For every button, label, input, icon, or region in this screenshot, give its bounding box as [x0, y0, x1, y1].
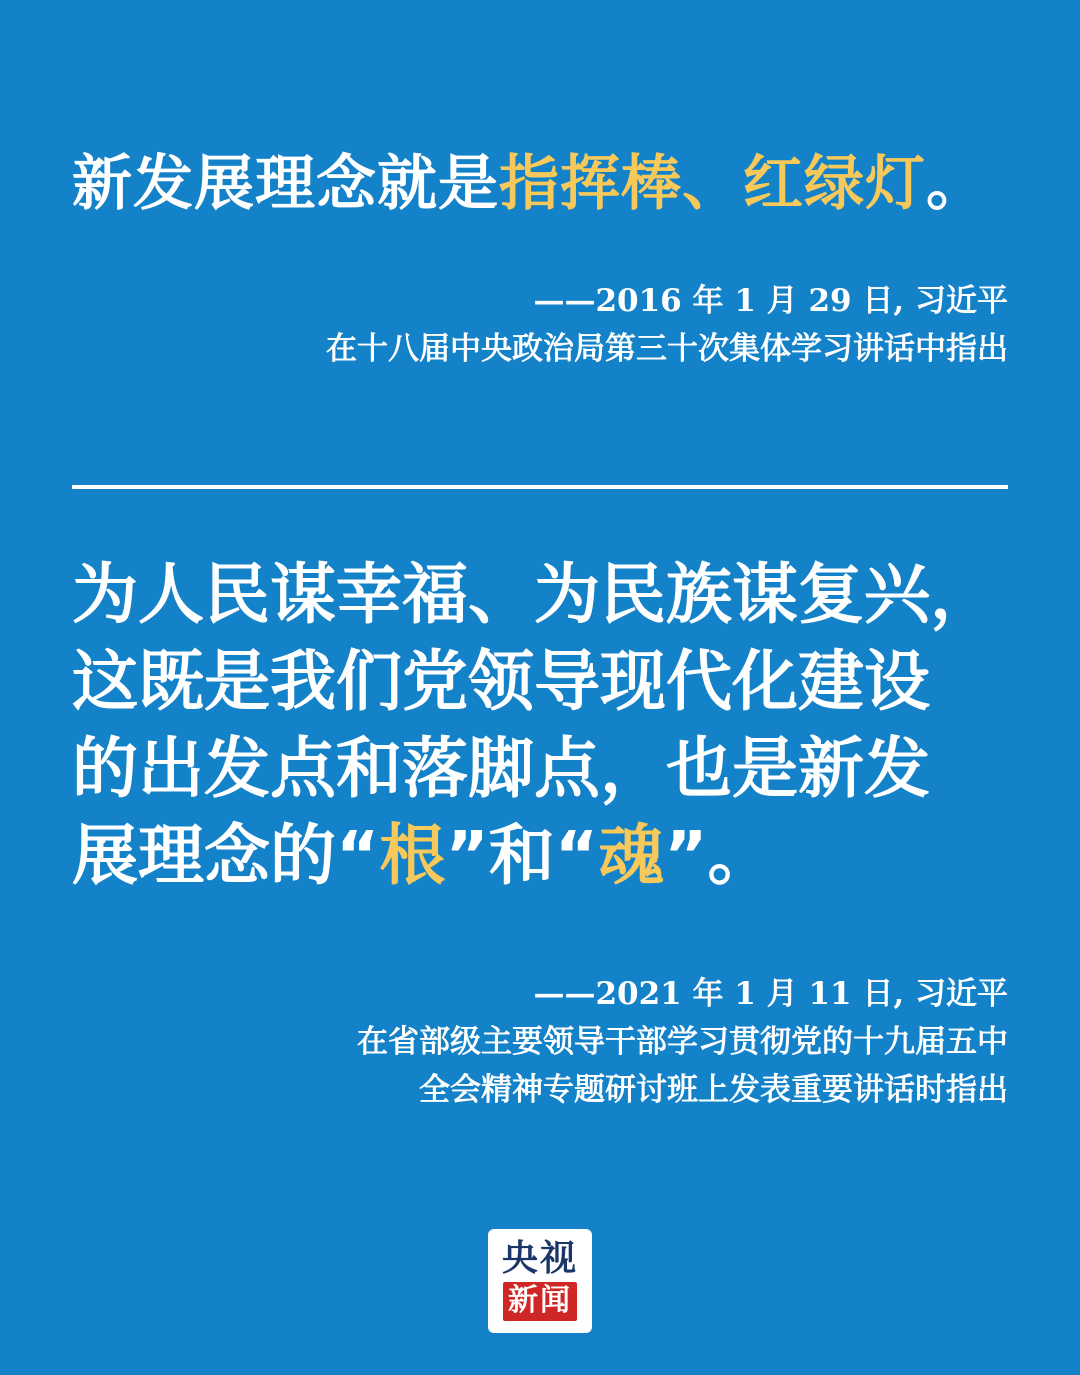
logo-area — [72, 1229, 1008, 1333]
quote-two-attribution-line-1: ——2021 年 1 月 11 日, 习近平 — [533, 975, 1008, 1012]
quote-one-attribution-line-1: ——2016 年 1 月 29 日, 习近平 — [533, 283, 1008, 319]
quote-two-line-1: 为人民谋幸福、为民族谋复兴， — [72, 556, 996, 634]
divider-wrap — [72, 485, 1008, 489]
quote-two-attribution-line-3: 全会精神专题研讨班上发表重要讲话时指出 — [419, 1071, 1008, 1108]
logo-bottom-text: 新闻 — [503, 1282, 577, 1321]
section-divider — [72, 485, 1008, 489]
logo-top-text: 央视 — [501, 1238, 578, 1280]
quote-one-attribution-line-2: 在十八届中央政治局第三十次集体学习讲话中指出 — [326, 331, 1008, 368]
quote-one-highlight-a: 指挥棒 — [499, 149, 682, 219]
cctv-news-logo — [488, 1229, 592, 1333]
quote-two-line-2: 这既是我们党领导现代化建设 — [72, 643, 930, 721]
quote-one-separator: 、 — [682, 149, 743, 219]
quote-two-line-4-prefix: 理念的“ — [138, 817, 380, 895]
quote-one-prefix: 新发展理念就是 — [72, 149, 499, 219]
quote-two-attribution — [72, 970, 1008, 1114]
quote-one-text — [72, 150, 1008, 219]
quote-two-line-4-suffix: ”。 — [664, 817, 774, 895]
quote-one-highlight-b: 红绿灯 — [743, 149, 926, 219]
quote-two-line-4-middle: ”和“ — [445, 817, 599, 895]
quote-two-line-3: 的出发点和落脚点，也是新发 — [72, 730, 930, 808]
quote-one-suffix: 。 — [926, 149, 987, 219]
quote-two-attribution-line-2: 在省部级主要领导干部学习贯彻党的十九届五中 — [357, 1023, 1008, 1060]
quote-two-highlight-b: 魂 — [598, 817, 665, 895]
quote-two-highlight-a: 根 — [379, 817, 446, 895]
quote-two-line-4-lead: 展 — [72, 817, 138, 895]
quote-one-attribution — [72, 277, 1008, 373]
quote-two-line-4 — [72, 812, 1008, 899]
quote-two-text — [72, 551, 1008, 899]
quote-block-two — [72, 551, 1008, 1114]
quote-block-one — [72, 0, 1008, 373]
